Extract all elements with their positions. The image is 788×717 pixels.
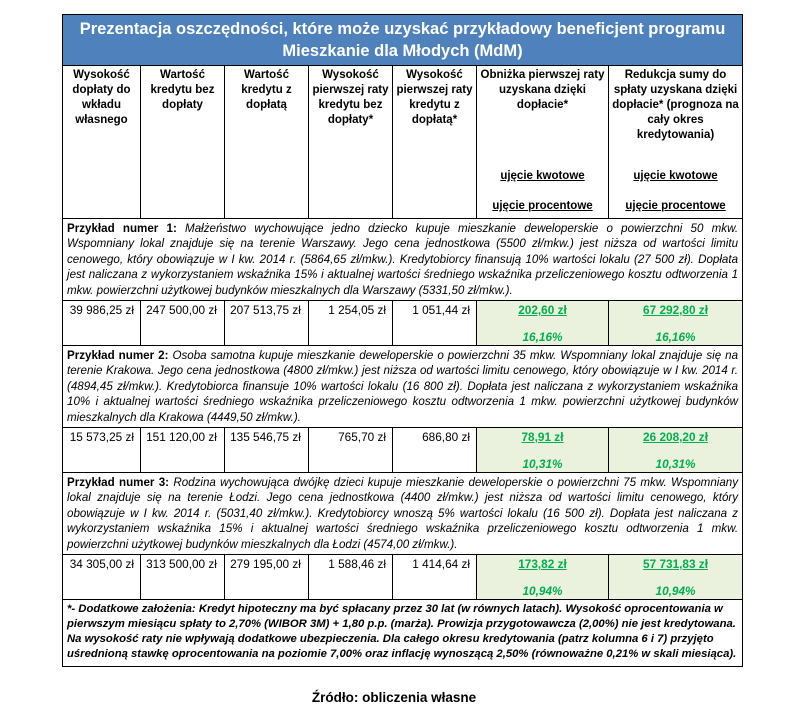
example-3-c6	[477, 555, 609, 600]
header-col-7-procentowe: ujęcie procentowe	[625, 200, 726, 212]
example-2-c1: 15 573,25 zł	[63, 428, 141, 473]
header-col-5: Wysokość pierwszej raty kredytu z dopłatą*	[393, 66, 477, 219]
example-2-c7	[609, 428, 743, 473]
example-3-c6-procentowe: 10,94%	[522, 584, 563, 599]
header-col-7-label: Redukcja sumy do spłaty uzyskana dzięki dopłacie* (prognoza na cały okres kredytowania)	[612, 69, 739, 141]
example-2-c4: 765,70 zł	[309, 428, 393, 473]
header-col-6	[477, 66, 609, 219]
example-3-description	[63, 473, 743, 555]
example-2-c7-kwotowe: 26 208,20 zł	[643, 430, 708, 445]
example-1-c4: 1 254,05 zł	[309, 301, 393, 346]
example-1-label: Przykład numer 1:	[67, 222, 177, 235]
footnote-row	[63, 600, 743, 667]
example-2-description	[63, 346, 743, 428]
example-2-text: Osoba samotna kupuje mieszkanie deweloperskie o powierzchni 35 mkw. Wspomniany lokal znajduje się na terenie Krakowa. Jego cena jednostkowa (4800 zł/mkw.) jest niższa od wartości limitu cenowego, który obowiązuje w I kw. 2014 r. (4894,45 zł/mkw.). Kredytobiorca finansuje 10% wartości lokalu (16 800 zł). Dopłata jest naliczana z wykorzystaniem wskaźnika 10% i aktualnej wartości średniego wskaźnika przeliczeniowego kosztu odtworzenia 1 mkw. powierzchni użytkowej budynków mieszkalnych dla Krakowa (4449,50 zł/mkw.).	[67, 349, 739, 424]
example-2-label: Przykład numer 2:	[67, 349, 169, 363]
header-col-3: Wartość kredytu z dopłatą	[225, 66, 309, 219]
savings-table	[62, 14, 743, 667]
source-note: Źródło: obliczenia własne	[311, 690, 477, 705]
header-col-1: Wysokość dopłaty do wkładu własnego	[63, 66, 141, 219]
example-1-c6-procentowe: 16,16%	[522, 330, 563, 345]
example-1-c7-procentowe: 16,16%	[655, 330, 696, 345]
example-2-c3: 135 546,75 zł	[225, 428, 309, 473]
example-1-c6	[477, 301, 609, 346]
example-1-c7-kwotowe: 67 292,80 zł	[643, 303, 708, 318]
example-1-c1: 39 986,25 zł	[63, 301, 141, 346]
example-2-values-row	[63, 428, 743, 473]
example-1-c5: 1 051,44 zł	[393, 301, 477, 346]
example-1-description	[63, 219, 743, 301]
header-col-7-kwotowe: ujęcie kwotowe	[633, 170, 718, 182]
example-3-c3: 279 195,00 zł	[225, 555, 309, 600]
example-3-c4: 1 588,46 zł	[309, 555, 393, 600]
example-2-c6	[477, 428, 609, 473]
example-3-values-row	[63, 555, 743, 600]
example-2-c5: 686,80 zł	[393, 428, 477, 473]
example-1-values-row	[63, 301, 743, 346]
example-3-c5: 1 414,64 zł	[393, 555, 477, 600]
header-col-6-kwotowe: ujęcie kwotowe	[500, 170, 585, 182]
example-3-description-row	[63, 473, 743, 555]
header-row	[63, 66, 743, 219]
header-col-4: Wysokość pierwszej raty kredytu bez dopłaty*	[309, 66, 393, 219]
example-3-c6-kwotowe: 173,82 zł	[518, 557, 567, 572]
example-2-c2: 151 120,00 zł	[141, 428, 225, 473]
example-1-description-row	[63, 219, 743, 301]
example-2-c7-procentowe: 10,31%	[655, 457, 696, 472]
example-3-c7-kwotowe: 57 731,83 zł	[643, 557, 708, 572]
example-1-c6-kwotowe: 202,60 zł	[518, 303, 567, 318]
example-3-c7-procentowe: 10,94%	[655, 584, 696, 599]
example-3-label: Przykład numer 3:	[67, 476, 170, 490]
example-2-c6-kwotowe: 78,91 zł	[521, 430, 564, 445]
example-1-c2: 247 500,00 zł	[141, 301, 225, 346]
table-title: Prezentacja oszczędności, które może uzyskać przykładowy beneficjent programu Mieszkanie dla Młodych (MdM)	[63, 15, 743, 66]
example-1-c3: 207 513,75 zł	[225, 301, 309, 346]
example-3-c2: 313 500,00 zł	[141, 555, 225, 600]
header-col-6-label: Obniżka pierwszej raty uzyskana dzięki dopłacie*	[480, 69, 605, 111]
example-3-c7	[609, 555, 743, 600]
header-col-6-procentowe: ujęcie procentowe	[492, 200, 593, 212]
header-col-2: Wartość kredytu bez dopłaty	[141, 66, 225, 219]
example-1-c7	[609, 301, 743, 346]
savings-table-container	[62, 14, 742, 667]
example-2-description-row	[63, 346, 743, 428]
footnote: *- Dodatkowe założenia: Kredyt hipoteczny ma być spłacany przez 30 lat (w równych latach). Wysokość oprocentowania w pierwszym miesiącu spłaty to 2,70% (WIBOR 3M) + 1,80 p.p. (marża). Prowizja przygotowawcza (2,00%) nie jest kredytowana. Na wysokość raty nie wpływają dodatkowe ubezpieczenia. Dla całego okresu kredytowania (patrz kolumna 6 i 7) przyjęto uśrednioną stawkę oprocentowania na poziomie 7,00% oraz inflację wynoszącą 2,50% (równoważne 0,21% w skali miesiąca).	[63, 600, 743, 667]
header-col-7	[609, 66, 743, 219]
example-3-text: Rodzina wychowująca dwójkę dzieci kupuje mieszkanie deweloperskie o powierzchni 75 mkw. Wspomniany lokal znajduje się na terenie Łodzi. Jego cena jednostkowa (4400 zł/mkw.) jest niższa od wartości limitu cenowego, który obowiązuje w I kw. 2014 r. (5031,40 zł/mkw.). Kredytobiorcy wnoszą 5% wartości lokalu (16 500 zł). Dopłata jest naliczana z wykorzystaniem wskaźnika 15% i aktualnej wartości średniego wskaźnika przeliczeniowego kosztu odtworzenia 1 mkw. powierzchni użytkowej budynków mieszkalnych dla Łodzi (4574,00 zł/mkw.).	[67, 476, 739, 551]
example-2-c6-procentowe: 10,31%	[522, 457, 563, 472]
example-3-c1: 34 305,00 zł	[63, 555, 141, 600]
example-1-text: Małżeństwo wychowujące jedno dziecko kupuje mieszkanie deweloperskie o powierzchni 50 mkw. Wspomniany lokal znajduje się na terenie Warszawy. Jego cena jednostkowa (5500 zł/mkw.) jest niższa od wartości limitu cenowego, który obowiązuje w I kw. 2014 r. (5864,65 zł/mkw.). Kredytobiorcy finansują 10% wartości lokalu (27 500 zł). Dopłata jest naliczana z wykorzystaniem wskaźnika 15% i aktualnej wartości średniego wskaźnika przeliczeniowego kosztu odtworzenia 1 mkw. powierzchni użytkowej budynków mieszkalnych dla Warszawy (5331,50 zł/mkw.).	[67, 222, 739, 297]
